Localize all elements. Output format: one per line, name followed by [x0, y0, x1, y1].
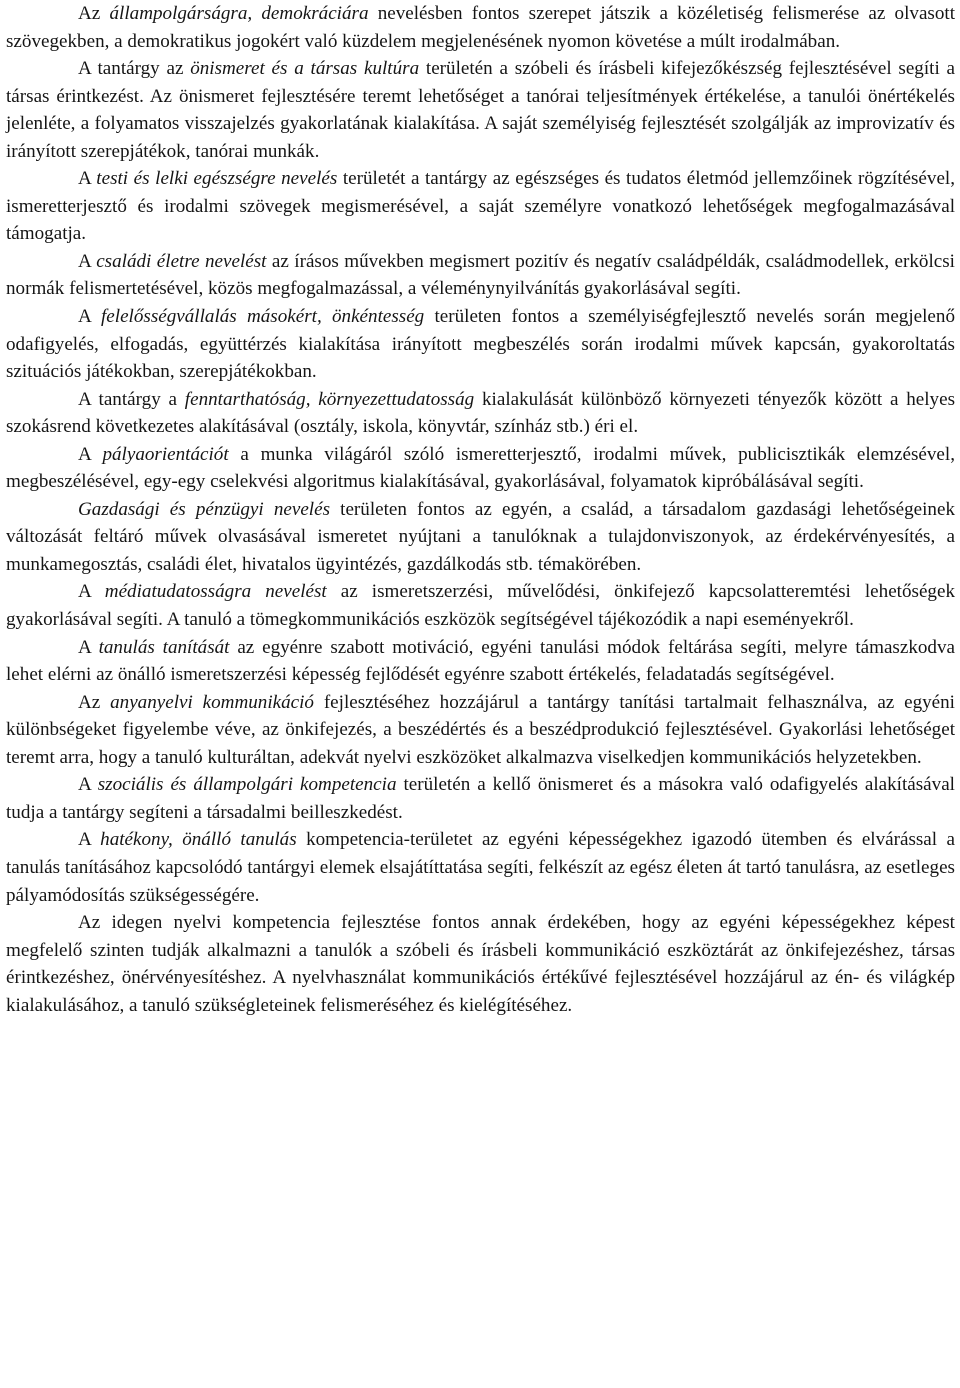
italic-term: állampolgárságra, demokráciára — [109, 3, 369, 24]
italic-term: önismeret és a társas kultúra — [190, 58, 420, 80]
paragraph-text: az ismeretszerzési, művelődési, önkifejező kapcsolatteremtési lehetőségek gyakorlásával segíti. A tanuló a tömegkommunikációs eszközök segítségével tájékozódik a napi eseményekről. — [6, 581, 955, 631]
body-paragraph — [6, 826, 955, 909]
paragraph-text: A — [78, 636, 99, 658]
document-page — [6, 0, 955, 1019]
paragraph-text: Az idegen nyelvi kompetencia fejlesztése fontos annak érdekében, hogy az egyéni képességekhez képest megfelelő szinten tudják alkalmazni a tanulók a szóbeli és írásbeli kommunikáció eszköztárát az önkifejezéshez, társas érintkezéshez, önérvényesítéshez. A nyelvhasználat kommunikációs értékűvé fejlesztésével hozzájárul az én- és világkép kialakulásához, a tanuló szükségleteinek felismeréséhez és kielégítéséhez. — [6, 912, 955, 1016]
italic-term: testi és lelki egészségre nevelés — [96, 168, 338, 190]
paragraph-text: az írásos művekben megismert pozitív és negatív családpéldák, családmodellek, erkölcsi normák felismertetésével, közös megfogalmazással, a véleménynyilvánítás gyakorlásával segíti. — [6, 250, 955, 300]
paragraph-text: területén a szóbeli és írásbeli kifejezőkészség fejlesztésével segíti a társas érintkezést. Az önismeret fejlesztésére teremt lehetőséget a tanórai teljesítmények értékelése, a tanulói önértékelés jelenléte, a folyamatos visszajelzés gyakorlatának kialakítása. A saját személyiség fejlesztését szolgálják az improvizatív és irányított szerepjátékok, tanórai munkák. — [6, 58, 955, 162]
paragraph-text: a munka világáról szóló ismeretterjesztő, irodalmi művek, publicisztikák elemzésével, megbeszélésével, egy-egy cselekvési algoritmus kialakításával, gyakorlásával, folyamatok kipróbálásával segíti. — [6, 443, 955, 493]
paragraph-text: területen fontos az egyén, a család, a társadalom gazdasági lehetőségeinek változását feltáró művek olvasásával ismeretet nyújtani a tanulóknak a tulajdonviszonyok, az érdekérvényesítés, a munkamegosztás, családi élet, hivatalos ügyintézés, gazdálkodás stb. témakörében. — [6, 498, 955, 575]
paragraph-text: területen fontos a személyiségfejlesztő nevelés során megjelenő odafigyelés, elfogadás, együttérzés kialakítása irányított megbeszélés során irodalmi művek kapcsán, gyakoroltatás szituációs játékokban, szerepjátékokban. — [6, 306, 956, 383]
body-paragraph — [6, 0, 955, 55]
italic-term: hatékony, önálló tanulás — [100, 829, 297, 851]
paragraph-text: A tantárgy az — [78, 58, 191, 80]
paragraph-text: A — [78, 581, 105, 603]
paragraph-text: A — [78, 829, 101, 851]
body-paragraph — [6, 165, 955, 248]
body-paragraph — [6, 441, 955, 496]
paragraph-text: nevelésben fontos szerepet játszik a közéletiség felismerése az olvasott szövegekben, a demokratikus jogokért való küzdelem megjelenésének nyomon követése a múlt irodalmában. — [6, 3, 956, 52]
italic-term: Gazdasági és pénzügyi nevelés — [78, 498, 331, 520]
paragraph-text: kialakulását különböző környezeti tényezők között a helyes szokásrend következetes alakításával (osztály, iskola, könyvtár, színház stb.) éri el. — [6, 388, 955, 438]
paragraph-text: A — [78, 774, 98, 796]
paragraph-text: A — [78, 443, 103, 465]
body-paragraph — [6, 386, 955, 441]
paragraph-text: Az — [78, 691, 111, 713]
italic-term: fenntarthatóság, környezettudatosság — [184, 388, 475, 410]
body-paragraph — [6, 578, 955, 633]
paragraph-text: A — [78, 250, 97, 272]
paragraph-text: területén a kellő önismeret és a másokra való odafigyelés alakításával tudja a tantárgy segíteni a társadalmi beilleszkedést. — [6, 774, 955, 823]
paragraph-text: területét a tantárgy az egészséges és tudatos életmód jellemzőinek rögzítésével, ismeretterjesztő és irodalmi szövegek megismerésével, a saját személyre vonatkozó lehetőségek megfogalmazásával támogatja. — [6, 168, 955, 245]
italic-term: anyanyelvi kommunikáció — [110, 691, 314, 713]
italic-term: médiatudatosságra nevelést — [104, 581, 327, 603]
paragraph-text: A tantárgy a — [78, 388, 185, 410]
body-paragraph — [6, 634, 955, 689]
body-paragraph — [6, 496, 955, 579]
body-paragraph — [6, 248, 955, 303]
body-paragraph — [6, 689, 955, 772]
italic-term: családi életre nevelést — [96, 250, 267, 272]
body-paragraph — [6, 909, 955, 1019]
body-paragraph — [6, 55, 955, 165]
paragraph-text: A — [78, 168, 97, 190]
italic-term: szociális és állampolgári kompetencia — [97, 774, 397, 796]
italic-term: felelősségvállalás másokért, önkéntesség — [100, 306, 425, 328]
italic-term: pályaorientációt — [102, 443, 229, 465]
paragraph-text: kompetencia-területet az egyéni képességekhez igazodó ütemben és elvárással a tanulás tanításához kapcsolódó tantárgyi elemek elsajátíttatása segíti, felkészít az egész életen át tartó tanulásra, az esetleges pályamódosítás szükségességére. — [6, 829, 955, 906]
body-paragraph — [6, 771, 955, 826]
paragraph-text: az egyénre szabott motiváció, egyéni tanulási módok feltárása segíti, melyre támaszkodva lehet elérni az önálló ismeretszerzési képesség fejlődését egyénre szabott értékelés, feladatadás segítségével. — [6, 636, 956, 686]
paragraph-text: Az — [78, 3, 110, 24]
italic-term: tanulás tanítását — [98, 636, 230, 658]
body-paragraph — [6, 303, 955, 386]
paragraph-text: A — [78, 306, 101, 328]
paragraph-text: fejlesztéséhez hozzájárul a tantárgy tanítási tartalmait felhasználva, az egyéni különbségeket figyelembe véve, az önkifejezés, a beszédértés és a beszédprodukció fejlesztésével. Gyakorlási lehetőséget teremt arra, hogy a tanuló kulturáltan, adekvát nyelvi eszközöket alkalmazva viselkedjen kommunikációs helyzetekben. — [6, 691, 955, 768]
